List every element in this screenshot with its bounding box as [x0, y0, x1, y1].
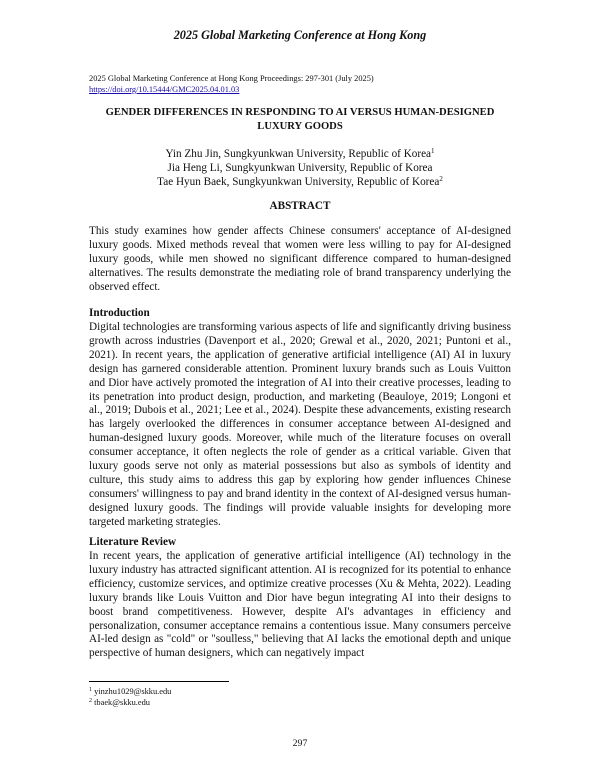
abstract-text: This study examines how gender affects Chinese consumers' acceptance of AI-designed luxury goods. Mixed methods reveal that women were less willing to pay for AI-designed luxury goods, while men showed no significant difference compared to human-designed alternatives. The results demonstrate the mediating role of brand transparency underlying the observed effect.: [89, 225, 511, 293]
footnote-marker: 2: [439, 175, 443, 183]
author-line: Yin Zhu Jin, Sungkyunkwan University, Republic of Korea$^1$: [165, 147, 435, 160]
footnotes: [89, 686, 171, 708]
conference-header: 2025 Global Marketing Conference at Hong Kong: [173, 28, 427, 42]
literature-review-heading: Literature Review: [89, 536, 177, 548]
literature-review-text: In recent years, the application of generative artificial intelligence (AI) technology in the luxury industry has attracted significant attention. AI is recognized for its potential to enhance efficiency, customize services, and optimize creative processes (Xu & Mehta, 2022). Leading luxury brands like Louis Vuitton and Dior have begun integrating AI into their designs to boost brand competitiveness. However, despite AI's advantages in efficiency and personalization, consumer acceptance remains a contentious issue. Many consumers perceive AI-led design as "cold" or "soulless," believing that AI lacks the emotional depth and unique perspective of human designers, which can negatively impact: [89, 550, 511, 660]
paper-title: GENDER DIFFERENCES IN RESPONDING TO AI VERSUS HUMAN-DESIGNED LUXURY GOODS: [105, 107, 495, 132]
footnote-item: $^2$ tbaek@skku.edu: [89, 698, 150, 707]
footnote-item: $^1$ yinzhu1029@skku.edu: [89, 687, 172, 696]
author-line: Tae Hyun Baek, Sungkyunkwan University, Republic of Korea$^2$: [157, 175, 443, 188]
proceedings-line: 2025 Global Marketing Conference at Hong Kong Proceedings: 297-301 (July 2025): [89, 74, 374, 83]
footnote-divider: [89, 681, 229, 682]
introduction-heading: Introduction: [89, 307, 150, 319]
proceedings-info: [89, 73, 374, 95]
doi-link[interactable]: https://doi.org/10.15444/GMC2025.04.01.03: [89, 85, 240, 94]
author-list: [89, 147, 511, 189]
abstract-heading: ABSTRACT: [269, 200, 331, 212]
page-number: 297: [292, 738, 308, 749]
footnote-marker: 1: [431, 147, 435, 155]
author-line: Jia Heng Li, Sungkyunkwan University, Republic of Korea: [167, 162, 433, 174]
introduction-text: Digital technologies are transforming various aspects of life and significantly driving business growth across industries (Davenport et al., 2020; Grewal et al., 2020, 2021; Puntoni et al., 2021). In recent years, the application of generative artificial intelligence (AI) AI in luxury design has garnered considerable attention. Prominent luxury brands such as Louis Vuitton and Dior have actively promoted the integration of AI into their creative processes, leading to its penetration into product design, production, and marketing (Beauloye, 2019; Longoni et al., 2019; Dubois et al., 2021; Lee et al., 2024). Despite these advancements, existing research has largely overlooked the differences in consumer acceptance between AI-designed and human-designed luxury goods. Moreover, while much of the literature focuses on overall consumer acceptance, it often neglects the role of gender as a critical variable. Given that luxury goods serve not only as material possessions but also as symbols of identity and culture, this study aims to address this gap by exploring how gender influences Chinese consumers' willingness to pay and brand identity in the context of AI-designed versus human-designed luxury goods. The findings will provide valuable insights for developing more targeted marketing strategies.: [89, 321, 511, 528]
